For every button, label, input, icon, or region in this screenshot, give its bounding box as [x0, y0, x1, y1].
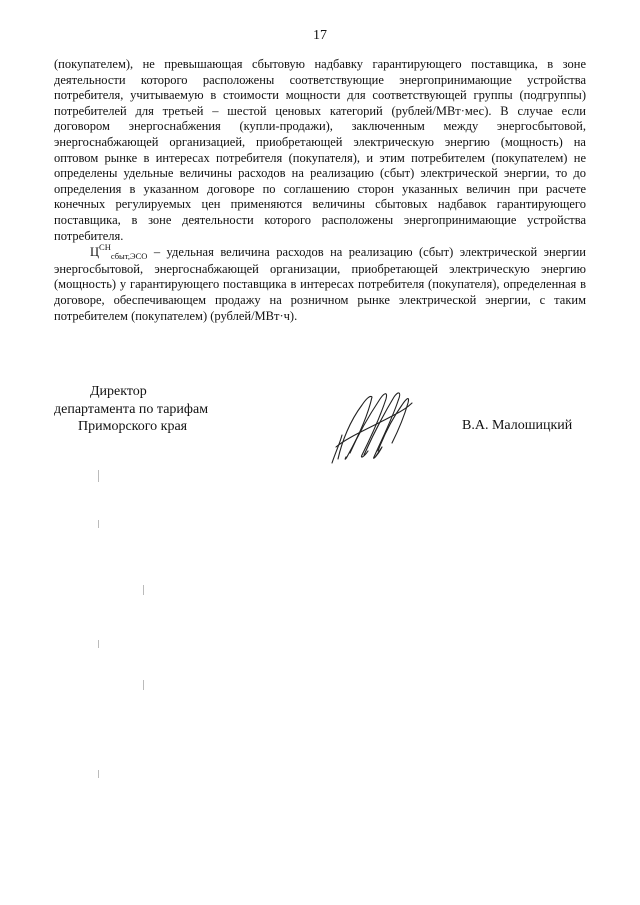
- scan-artifact: [143, 680, 144, 690]
- handwritten-signature: [328, 385, 414, 465]
- formula-superscript: СН: [99, 242, 111, 253]
- paragraph-2-text: – удельная величина расходов на реализацию (сбыт) электрической энергии энергосбытовой, энергоснабжающей организации, приобретающей электрическую энергию (мощность) у гарантирующего поставщика в интересах потребителя (покупателя), определенная в договоре, обеспечивающем продажу на розничном рынке электрической энергии, с таким потребителем (покупателем) (рублей/МВт·ч).: [54, 245, 586, 323]
- signatory-name: В.А. Малошицкий: [462, 418, 573, 433]
- scan-artifact: [143, 585, 144, 595]
- scan-artifact: [98, 470, 99, 482]
- formula-symbol: Ц: [90, 245, 100, 260]
- scan-artifact: [98, 520, 99, 528]
- signoff-region: Приморского края: [78, 419, 188, 434]
- paragraph-2: [54, 242, 586, 324]
- document-body: [54, 57, 586, 324]
- scan-artifact: [98, 640, 99, 648]
- formula-subscript: сбыт,ЭСО: [110, 251, 148, 262]
- page-number: 17: [313, 28, 327, 43]
- paragraph-1: (покупателем), не превышающая сбытовую надбавку гарантирующего поставщика, в зоне деятельности которого расположены соответствующие энергопринимающие устройства потребителя, учитываемую в стоимости мощности для соответствующей группы (подгруппы) потребителей для третьей – шестой ценовых категорий (рублей/МВт·мес). В случае если договором энергоснабжения (купли-продажи), заключенным между энергосбытовой, энергоснабжающей организацией, приобретающей электрическую энергию (мощность) на оптовом рынке в интересах потребителя (покупателя), и этим потребителем (покупателем) не определены удельные величины расходов на реализацию (сбыт) электрической энергии, то до определения в указанном договоре по соглашению сторон указанных величин при расчете конечных регулируемых цен применяются величины сбытовых надбавок гарантирующего поставщика, в зоне деятельности которого расположены энергопринимающие устройства потребителя.: [54, 57, 586, 243]
- signoff-department: департамента по тарифам: [54, 401, 209, 417]
- scan-artifact: [98, 770, 99, 778]
- signoff-position: Директор: [90, 384, 147, 399]
- signoff-block: [54, 383, 208, 436]
